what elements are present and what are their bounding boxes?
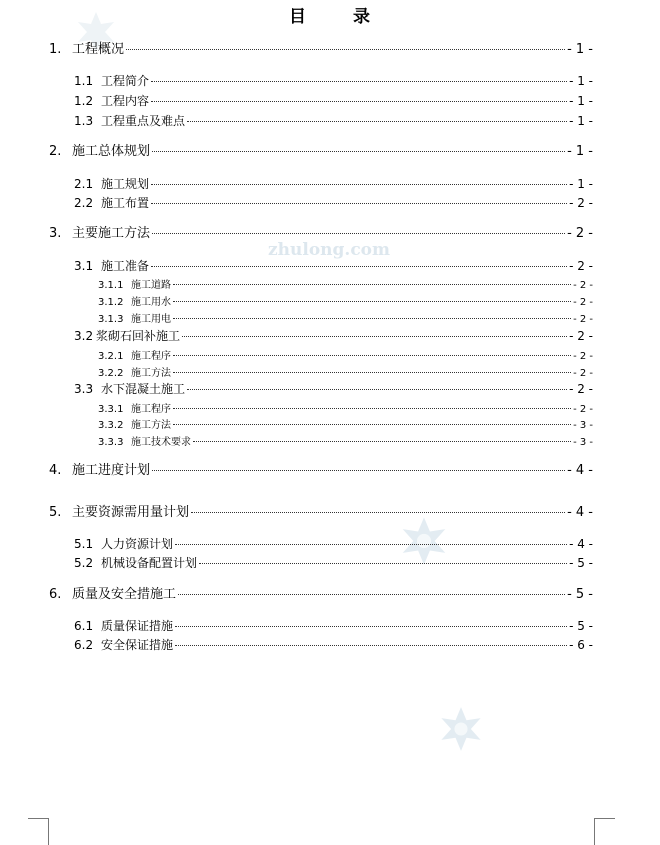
toc-entry-number: 3.3.1 xyxy=(98,404,124,415)
toc-entry-title: 工程概况 xyxy=(72,42,125,57)
corner-mark-bottom-right xyxy=(594,818,615,845)
toc-entry-title: 施工方法 xyxy=(131,420,171,431)
toc-leader xyxy=(152,151,565,152)
toc-entry-number: 5. xyxy=(49,505,62,520)
toc-leader xyxy=(173,372,571,373)
toc-leader xyxy=(151,184,567,185)
toc-entry-number: 1.3 xyxy=(74,114,94,128)
toc-leader xyxy=(187,389,567,390)
watermark-flake-icon xyxy=(437,705,485,753)
toc-entry-title: 施工总体规划 xyxy=(72,144,151,159)
toc-entry-title: 质量保证措施 xyxy=(101,619,174,633)
title-part-2: 录 xyxy=(353,7,371,27)
toc-entry[interactable] xyxy=(98,293,593,308)
toc-entry-page: - 2 - xyxy=(569,259,593,273)
toc-entry[interactable] xyxy=(74,112,593,129)
toc-entry-number: 3.2.1 xyxy=(98,351,124,362)
toc-entry-title: 施工进度计划 xyxy=(72,463,151,478)
toc-entry-number: 1.1 xyxy=(74,74,94,88)
toc-entry[interactable] xyxy=(74,327,593,344)
toc-leader xyxy=(151,203,567,204)
title-part-1: 目 xyxy=(289,7,307,27)
toc-entry-title: 施工用水 xyxy=(131,297,171,308)
toc-entry-page: - 2 - xyxy=(573,297,593,308)
toc-leader xyxy=(151,266,567,267)
toc-entry-number: 6. xyxy=(49,587,62,602)
toc-entry-title: 施工程序 xyxy=(131,404,171,415)
toc-entry-page: - 2 - xyxy=(573,280,593,291)
toc-entry-number: 2.2 xyxy=(74,196,94,210)
toc-entry-number: 3.3.2 xyxy=(98,420,124,431)
corner-mark-bottom-left xyxy=(28,818,49,845)
toc-entry-page: - 1 - xyxy=(569,177,593,191)
toc-leader xyxy=(173,424,571,425)
toc-entry[interactable] xyxy=(49,583,593,602)
toc-entry-page: - 5 - xyxy=(567,587,593,602)
toc-leader xyxy=(175,544,567,545)
toc-leader xyxy=(175,645,567,646)
toc-entry-number: 2.1 xyxy=(74,177,94,191)
toc-entry-page: - 6 - xyxy=(569,638,593,652)
toc-entry-title: 主要施工方法 xyxy=(72,226,151,241)
toc-entry-number: 6.1 xyxy=(74,619,94,633)
toc-entry-page: - 2 - xyxy=(573,404,593,415)
toc-entry[interactable] xyxy=(98,416,593,431)
toc-entry-number: 1. xyxy=(49,42,62,57)
toc-entry-page: - 2 - xyxy=(569,329,593,343)
toc-entry-number: 3.1.3 xyxy=(98,314,124,325)
toc-entry-number: 6.2 xyxy=(74,638,94,652)
toc-entry-page: - 1 - xyxy=(567,42,593,57)
toc-entry-title: 机械设备配置计划 xyxy=(101,556,198,570)
toc-leader xyxy=(152,470,565,471)
toc-entry-title: 施工技术要求 xyxy=(131,437,191,448)
toc-leader xyxy=(152,233,565,234)
toc-entry-page: - 3 - xyxy=(573,437,593,448)
toc-entry[interactable] xyxy=(74,636,593,653)
toc-entry-page: - 4 - xyxy=(569,537,593,551)
toc-entry-page: - 2 - xyxy=(567,226,593,241)
toc-entry[interactable] xyxy=(49,38,593,57)
toc-entry-number: 1.2 xyxy=(74,94,94,108)
page-title xyxy=(0,2,660,27)
toc-entry[interactable] xyxy=(74,72,593,89)
toc-leader xyxy=(151,81,567,82)
toc-entry-title: 施工程序 xyxy=(131,351,171,362)
toc-entry-page: - 1 - xyxy=(569,114,593,128)
toc-entry[interactable] xyxy=(98,310,593,325)
toc-entry[interactable] xyxy=(74,194,593,211)
toc-entry-page: - 2 - xyxy=(573,314,593,325)
toc-entry[interactable] xyxy=(74,380,593,397)
toc-leader xyxy=(187,121,567,122)
toc-entry[interactable] xyxy=(74,617,593,634)
toc-entry-title: 施工道路 xyxy=(131,280,171,291)
toc-entry-number: 3.2.2 xyxy=(98,368,124,379)
toc-entry-number: 5.1 xyxy=(74,537,94,551)
toc-entry-title: 主要资源需用量计划 xyxy=(72,505,190,520)
toc-entry[interactable] xyxy=(98,276,593,291)
toc-entry[interactable] xyxy=(74,257,593,274)
toc-entry-page: - 1 - xyxy=(567,144,593,159)
toc-entry[interactable] xyxy=(49,222,593,241)
toc-entry-title: 质量及安全措施工 xyxy=(72,587,177,602)
toc-entry[interactable] xyxy=(98,433,593,448)
toc-entry-title: 工程内容 xyxy=(101,94,150,108)
toc-entry-title: 人力资源计划 xyxy=(101,537,174,551)
toc-leader xyxy=(191,512,565,513)
toc-entry-page: - 2 - xyxy=(573,368,593,379)
toc-entry-title: 工程重点及难点 xyxy=(101,114,186,128)
toc-entry-number: 3.3 xyxy=(74,382,94,396)
toc-entry-title: 安全保证措施 xyxy=(101,638,174,652)
toc-entry[interactable] xyxy=(49,501,593,520)
toc-entry-page: - 3 - xyxy=(573,420,593,431)
toc-leader xyxy=(193,441,571,442)
toc-leader xyxy=(173,355,571,356)
toc-entry-page: - 1 - xyxy=(569,74,593,88)
toc-entry-number: 2. xyxy=(49,144,62,159)
toc-leader xyxy=(199,563,567,564)
toc-entry-number: 3.3.3 xyxy=(98,437,124,448)
toc-entry-number: 4. xyxy=(49,463,62,478)
toc-entry-page: - 2 - xyxy=(569,382,593,396)
toc-entry[interactable] xyxy=(74,92,593,109)
toc-leader xyxy=(182,336,567,337)
toc-entry[interactable] xyxy=(74,554,593,571)
toc-entry-page: - 5 - xyxy=(569,619,593,633)
toc-leader xyxy=(151,101,567,102)
toc-entry[interactable] xyxy=(49,459,593,478)
toc-entry-page: - 1 - xyxy=(569,94,593,108)
toc-entry-title: 浆砌石回补施工 xyxy=(96,329,181,343)
toc-entry-title: 施工用电 xyxy=(131,314,171,325)
toc-entry-page: - 2 - xyxy=(569,196,593,210)
toc-entry-page: - 4 - xyxy=(567,463,593,478)
toc-entry-page: - 5 - xyxy=(569,556,593,570)
toc-entry[interactable] xyxy=(98,364,593,379)
toc-leader xyxy=(173,408,571,409)
toc-entry-page: - 4 - xyxy=(567,505,593,520)
toc-entry[interactable] xyxy=(98,400,593,415)
toc-entry[interactable] xyxy=(49,140,593,159)
toc-entry-number: 3.1 xyxy=(74,259,94,273)
toc-entry-number: 3.2 xyxy=(74,329,94,343)
watermark-text: zhulong.com xyxy=(268,240,391,260)
toc-entry-title: 施工规划 xyxy=(101,177,150,191)
toc-leader xyxy=(173,301,571,302)
toc-leader xyxy=(175,626,567,627)
toc-entry-number: 3. xyxy=(49,226,62,241)
toc-entry-number: 3.1.1 xyxy=(98,280,124,291)
toc-entry-title: 水下混凝土施工 xyxy=(101,382,186,396)
toc-entry-title: 施工方法 xyxy=(131,368,171,379)
toc-entry-number: 5.2 xyxy=(74,556,94,570)
toc-leader xyxy=(126,49,565,50)
toc-leader xyxy=(173,284,571,285)
toc-entry[interactable] xyxy=(74,535,593,552)
toc-entry[interactable] xyxy=(74,175,593,192)
toc-leader xyxy=(178,594,565,595)
toc-entry-title: 施工准备 xyxy=(101,259,150,273)
toc-entry-page: - 2 - xyxy=(573,351,593,362)
toc-leader xyxy=(173,318,571,319)
toc-entry-number: 3.1.2 xyxy=(98,297,124,308)
toc-entry-title: 工程简介 xyxy=(101,74,150,88)
toc-entry-title: 施工布置 xyxy=(101,196,150,210)
toc-entry[interactable] xyxy=(98,347,593,362)
